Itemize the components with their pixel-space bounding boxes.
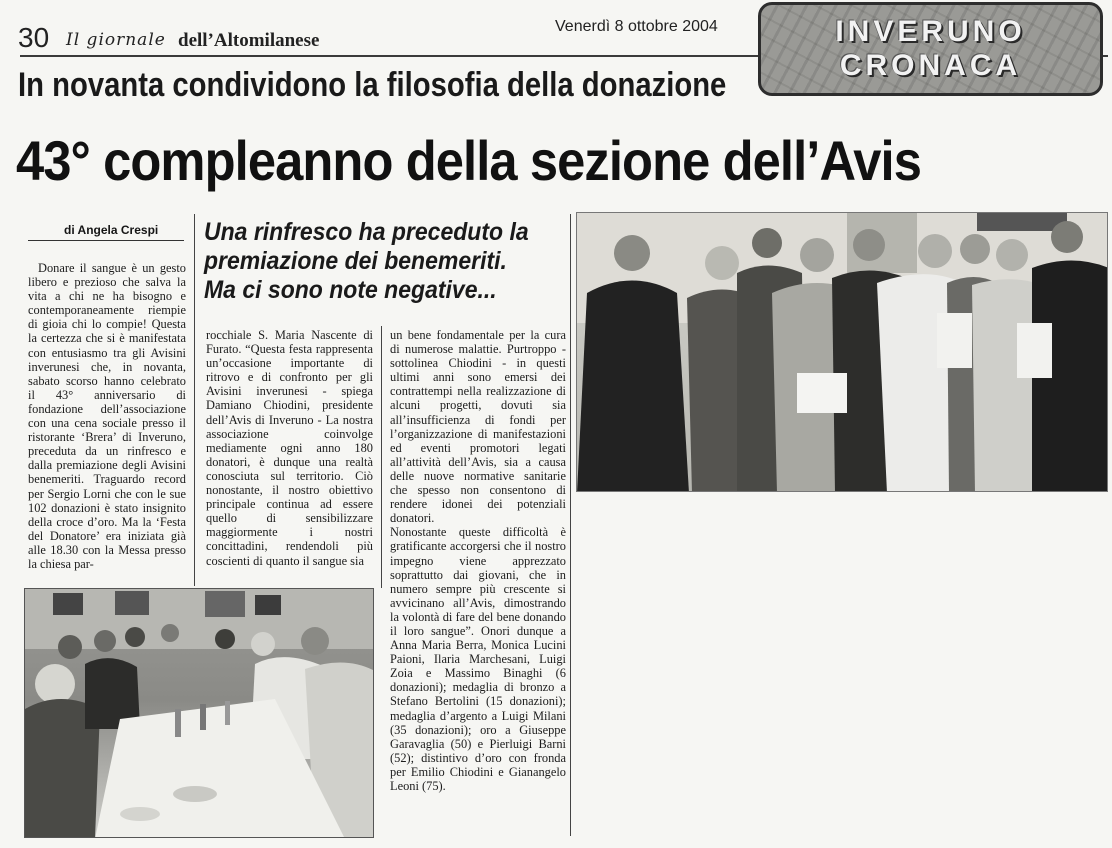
section-badge (758, 2, 1103, 96)
byline-rule (28, 240, 184, 241)
section-badge-town: INVERUNO (835, 15, 1026, 48)
column-divider (570, 214, 571, 836)
article-column-1 (28, 261, 186, 571)
article-paragraph: Donare il sangue è un gesto libero e prezioso che salva la vita a chi ne ha bisogno e contemporaneamente riempie di gioia chi lo compie! Questa la certezza che si è manifestata con entusiasmo tra gli Avisini inverunesi che, in novanta, sabato scorso hanno celebrato il 43° anniversario di fondazione dell’associazione con una cena sociale presso il ristorante ‘Brera’ di Inveruno, preceduta da un rinfresco e dalla premiazione degli Avisini benemeriti. Traguardo record per Sergio Lorni che con le sue 102 donazioni è stato insignito della croce d’oro. Ma la ‘Festa del Donatore’ era iniziata già alle 18.30 con la Messa presso la chiesa par- (28, 261, 186, 571)
article-kicker: In novanta condividono la filosofia della donazione (18, 66, 727, 104)
column-divider (381, 326, 382, 588)
newspaper-region: dell’Altomilanese (178, 30, 320, 51)
article-paragraph: un bene fondamentale per la cura di numerose malattie. Purtroppo - sottolinea Chiodini - in questi ultimi anni sono emersi dei contrattempi nella realizzazione di alcuni progetti, dovuti sia all’insufficienza di fondi per l’organizzazione di manifestazioni ed eventi promotori legati all’attività dell’Avis, sia a causa delle nuove normative sanitarie che spesso non consentono di rendere idonei dei potenziali donatori. (390, 328, 566, 526)
newspaper-name: Il giornale (66, 30, 166, 50)
article-paragraph: rocchiale S. Maria Nascente di Furato. “Questa festa rappresenta un’occasione importante di ritrovo e di confronto per gli Avisini inverunesi - spiega Damiano Chiodini, presidente dell’Avis di Inveruno - La nostra associazione coinvolge mediamente ogni anno 180 donatori, è dunque una realtà conosciuta sul territorio. Ciò nonostante, il nostro obiettivo principale continua ad essere quello di sensibilizzare maggiormente i nostri concittadini, rendendoli più coscienti di quanto il sangue sia (206, 328, 373, 568)
article-byline: di Angela Crespi (64, 223, 159, 237)
section-badge-section: CRONACA (839, 49, 1022, 82)
issue-date: Venerdì 8 ottobre 2004 (555, 18, 718, 35)
article-headline: 43° compleanno della sezione dell’Avis (16, 129, 921, 192)
article-column-2 (206, 328, 373, 568)
award-winners-photo (576, 212, 1108, 492)
dinner-photo (24, 588, 374, 838)
article-paragraph: Nonostante queste difficoltà è gratificante accorgersi che il nostro impegno viene apprezzato soprattutto dai giovani, che in numero sempre più crescente si avvicinano all’Avis, dimostrando la volontà di fare del bene donando il loro sangue”. Onori dunque a Anna Maria Berra, Monica Lucini Paioni, Ilaria Marchesani, Luigi Zoia e Massimo Binaghi (6 donazioni); medaglia di bronzo a Stefano Bertolini (15 donazioni); medaglia d’argento a Luigi Milani (35 donazioni); oro a Giuseppe Garavaglia (50) e Pierluigi Barni (52); distintivo d’oro con fronda per Emilio Chiodini e Gianangelo Leoni (75). (390, 525, 566, 793)
page-number: 30 (18, 22, 50, 53)
article-column-3 (390, 328, 566, 793)
column-divider (194, 214, 195, 586)
article-subheadline: Una rinfresco ha preceduto la premiazione dei benemeriti. Ma ci sono note negative... (204, 218, 529, 304)
